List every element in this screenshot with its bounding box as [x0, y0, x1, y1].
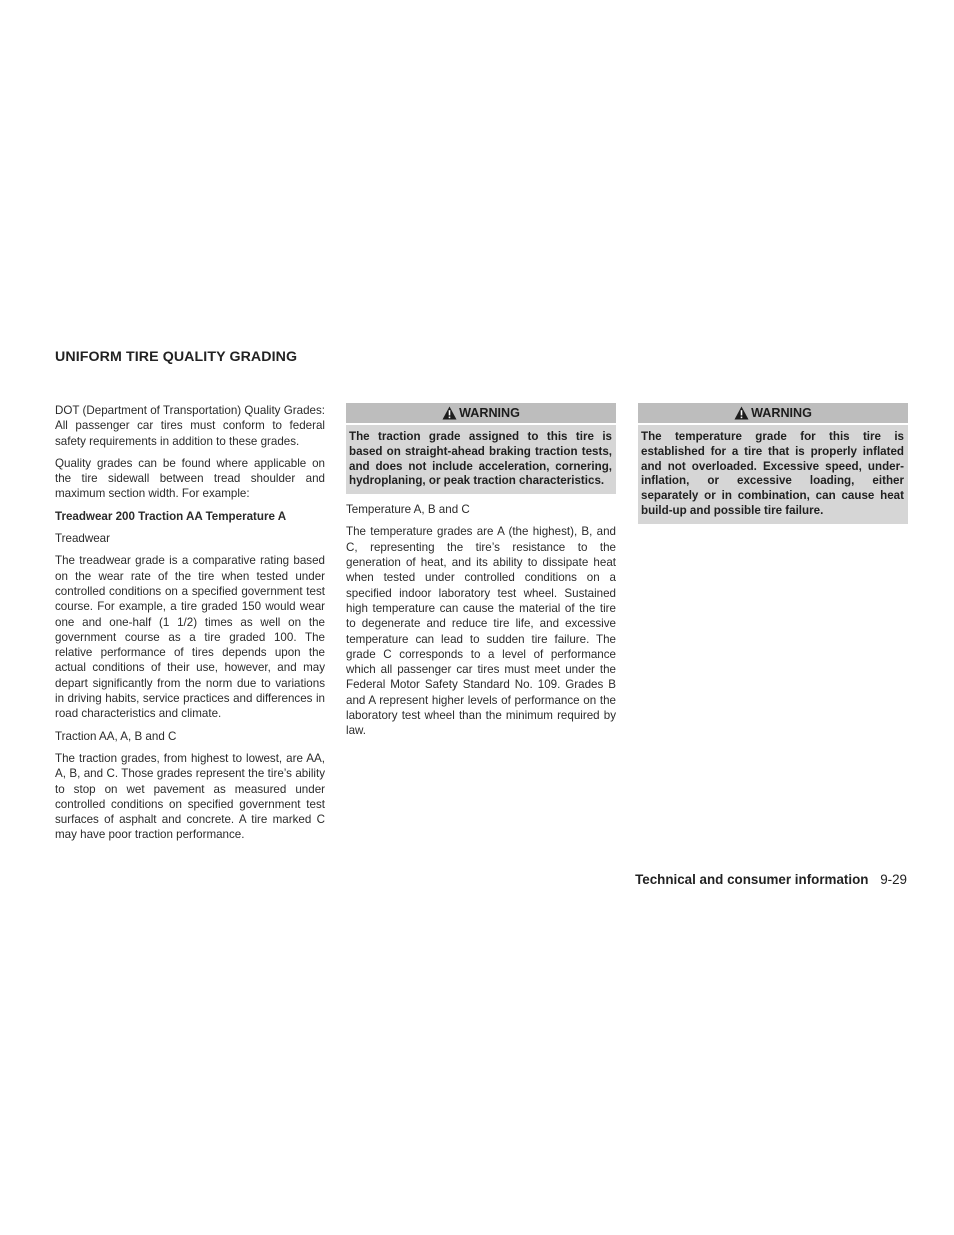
temperature-paragraph: The temperature grades are A (the highest), B, and C, representing the tire’s resistance to the generation of heat, and its ability to dissipate heat when tested under controlled conditions on a specified indoor laboratory test wheel. Sustained high temperature can cause the material of the tire to degenerate and reduce tire life, and excessive temperature can lead to sudden tire failure. The grade C corresponds to a level of performance which all passenger car tires must meet under the Federal Motor Safety Standard No. 109. Grades B and A represent higher levels of performance on the laboratory test wheel than the minimum required by law.: [346, 525, 616, 738]
column-left: [55, 403, 325, 850]
page-footer: [635, 872, 907, 887]
footer-section-title: Technical and consumer information: [635, 872, 869, 887]
page-number: 9-29: [880, 872, 907, 887]
traction-heading: Traction AA, A, B and C: [55, 729, 177, 743]
section-title: UNIFORM TIRE QUALITY GRADING: [55, 349, 298, 365]
warning-triangle-icon: [442, 406, 457, 420]
traction-warning-box: [346, 403, 616, 494]
warning-triangle-icon: [734, 406, 749, 420]
column-middle: [346, 403, 616, 746]
warning-title: WARNING: [459, 406, 520, 420]
intro-paragraph: DOT (Department of Transportation) Quality Grades: All passenger car tires must conform to federal safety requirements in addition to these grades.: [55, 404, 325, 448]
treadwear-paragraph: The treadwear grade is a comparative rating based on the wear rate of the tire when tested under controlled conditions on a specified government test course. For example, a tire graded 150 would wear one and one-half (1 1/2) times as well on the government course as a tire graded 100. The relative performance of tires depends upon the actual conditions of their use, however, and may depart significantly from the norm due to variations in driving habits, service practices and differences in road characteristics and climate.: [55, 554, 325, 721]
warning-text: The traction grade assigned to this tire is based on straight-ahead braking traction tests, and does not include acceleration, cornering, hydroplaning, or peak traction characteristics.: [349, 430, 612, 488]
warning-header: [346, 403, 616, 425]
temperature-heading: Temperature A, B and C: [346, 503, 470, 517]
treadwear-heading: Treadwear: [55, 532, 110, 546]
location-paragraph: Quality grades can be found where applicable on the tire sidewall between tread shoulder and maximum section width. For example:: [55, 456, 325, 501]
warning-title: WARNING: [751, 406, 812, 420]
temperature-warning-box: [638, 403, 908, 524]
grade-example: Treadwear 200 Traction AA Temperature A: [55, 509, 287, 523]
column-right: [638, 403, 908, 532]
warning-header: [638, 403, 908, 425]
traction-paragraph: The traction grades, from highest to lowest, are AA, A, B, and C. Those grades represent the tire’s ability to stop on wet pavement as measured under controlled conditions on specified government test surfaces of asphalt and concrete. A tire marked C may have poor traction performance.: [55, 751, 325, 842]
warning-text: The temperature grade for this tire is established for a tire that is properly inflated and not overloaded. Excessive speed, under-inflation, or excessive loading, either separately or in combination, can cause heat build-up and possible tire failure.: [641, 430, 904, 517]
